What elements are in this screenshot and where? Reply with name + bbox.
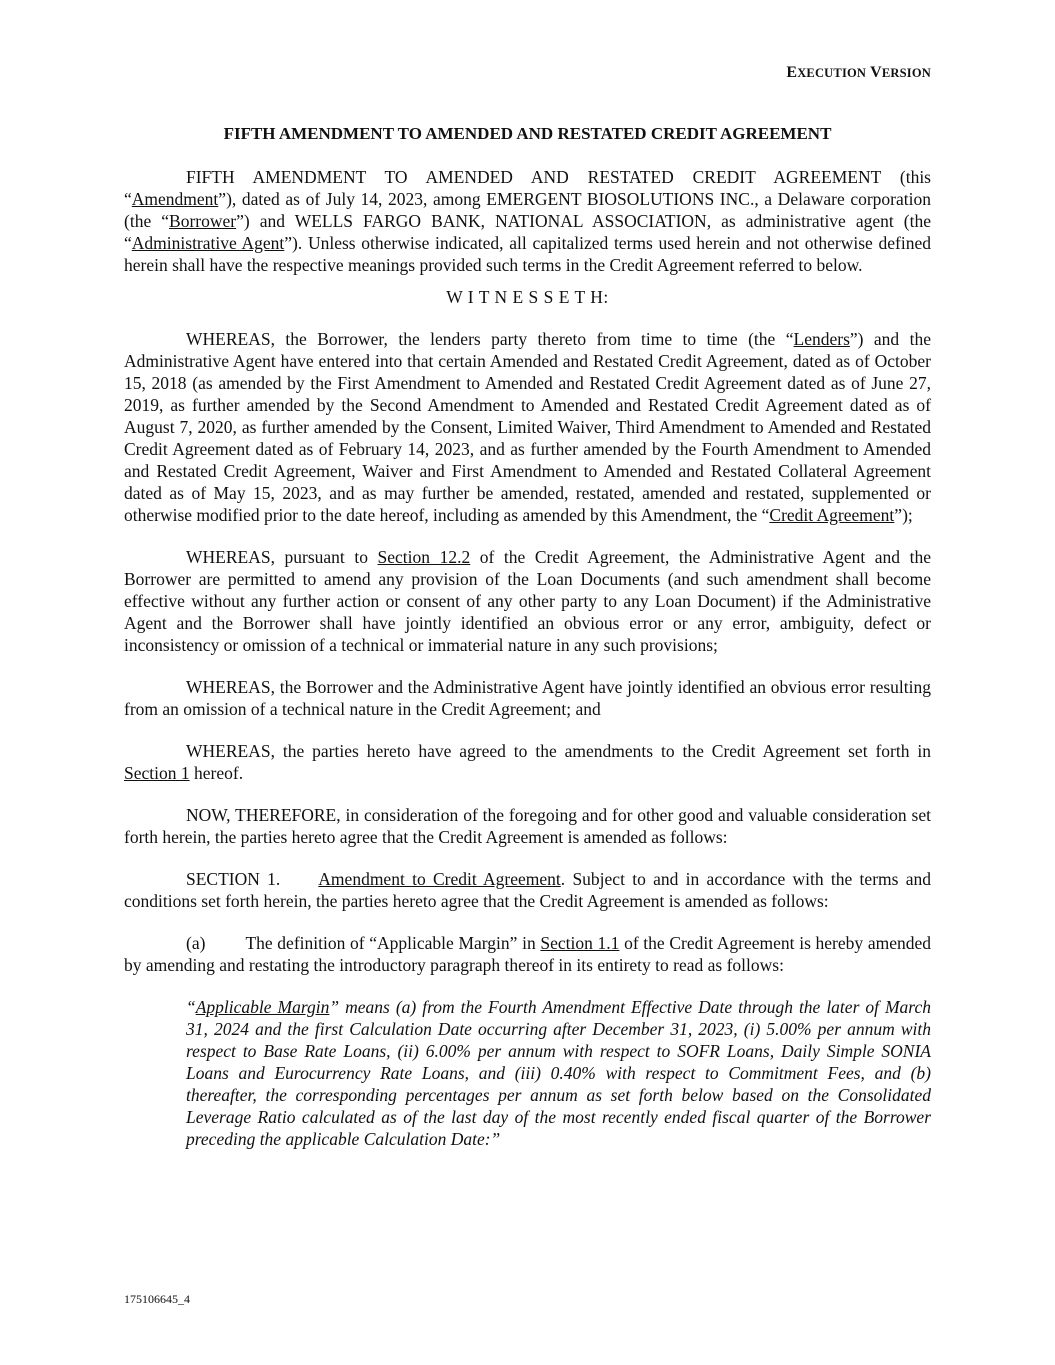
execution-version-label: EXECUTION VERSION (786, 64, 931, 81)
section-1-heading: Amendment to Credit Agreement (318, 869, 561, 889)
document-title: FIFTH AMENDMENT TO AMENDED AND RESTATED CREDIT AGREEMENT (223, 124, 832, 143)
witnesseth-heading: W I T N E S S E T H: (446, 287, 609, 307)
term-administrative-agent: Administrative Agent (131, 233, 285, 253)
section-1-label: SECTION 1. (186, 869, 281, 889)
document-id-footer: 175106645_4 (124, 1292, 190, 1306)
whereas-paragraph-4: WHEREAS, the parties hereto have agreed to the amendments to the Credit Agreement set forth in Section 1 hereof. (124, 741, 931, 783)
ref-section-1: Section 1 (124, 763, 190, 783)
whereas-paragraph-2: WHEREAS, pursuant to Section 12.2 of the Credit Agreement, the Administrative Agent and the Borrower are permitted to amend any provision of the Loan Documents (and such amendment shall become effective without any further action or consent of any other party to any Loan Document) if the Administrative Agent and the Borrower shall have jointly identified an obvious error or any error, ambiguity, defect or inconsistency or omission of a technical or immaterial nature in any such provisions; (124, 547, 931, 655)
document-body (124, 166, 931, 1150)
now-therefore-paragraph: NOW, THEREFORE, in consideration of the foregoing and for other good and valuable consideration set forth herein, the parties hereto agree that the Credit Agreement is amended as follows: (124, 805, 931, 847)
term-credit-agreement: Credit Agreement (769, 505, 895, 525)
intro-paragraph: FIFTH AMENDMENT TO AMENDED AND RESTATED CREDIT AGREEMENT (this “Amendment”), dated as of July 14, 2023, among EMERGENT BIOSOLUTIONS INC., a Delaware corporation (the “Borrower”) and WELLS FARGO BANK, NATIONAL ASSOCIATION, as administrative agent (the “Administrative Agent”). Unless otherwise indicated, all capitalized terms used herein and not otherwise defined herein shall have the respective meanings provided such terms in the Credit Agreement referred to below. (124, 167, 931, 275)
ref-section-12-2: Section 12.2 (377, 547, 471, 567)
term-lenders: Lenders (793, 329, 850, 349)
ref-section-1-1: Section 1.1 (540, 933, 620, 953)
clause-a-label: (a) (186, 933, 206, 953)
whereas-paragraph-3: WHEREAS, the Borrower and the Administrative Agent have jointly identified an obvious error resulting from an omission of a technical nature in the Credit Agreement; and (124, 677, 931, 719)
applicable-margin-definition: “Applicable Margin” means (a) from the Fourth Amendment Effective Date through the later of March 31, 2024 and the first Calculation Date occurring after December 31, 2023, (i) 5.00% per annum with respect to Base Rate Loans, (ii) 6.00% per annum with respect to SOFR Loans, Daily Simple SONIA Loans and Eurocurrency Rate Loans, and (iii) 0.40% with respect to Commitment Fees, and (b) thereafter, the corresponding percentages per annum as set forth below based on the Consolidated Leverage Ratio calculated as of the last day of the most recently ended fiscal quarter of the Borrower preceding the applicable Calculation Date:” (186, 997, 931, 1149)
term-applicable-margin: Applicable Margin (195, 997, 330, 1017)
section-1-paragraph: SECTION 1. Amendment to Credit Agreement. Subject to and in accordance with the terms and conditions set forth herein, the parties hereto agree that the Credit Agreement is amended as follows: (124, 869, 931, 911)
clause-a-paragraph: (a) The definition of “Applicable Margin” in Section 1.1 of the Credit Agreement is hereby amended by amending and restating the introductory paragraph thereof in its entirety to read as follows: (124, 933, 931, 975)
term-borrower: Borrower (169, 211, 237, 231)
term-amendment: Amendment (131, 189, 219, 209)
whereas-paragraph-1: WHEREAS, the Borrower, the lenders party thereto from time to time (the “Lenders”) and the Administrative Agent have entered into that certain Amended and Restated Credit Agreement, dated as of October 15, 2018 (as amended by the First Amendment to Amended and Restated Credit Agreement dated as of June 27, 2019, as further amended by the Second Amendment to Amended and Restated Credit Agreement dated as of August 7, 2020, as further amended by the Consent, Limited Waiver, Third Amendment to Amended and Restated Credit Agreement dated as of February 14, 2023, and as further amended by the Fourth Amendment to Amended and Restated Credit Agreement, Waiver and First Amendment to Amended and Restated Collateral Agreement dated as of May 15, 2023, and as may further be amended, restated, amended and restated, supplemented or otherwise modified prior to the date hereof, including as amended by this Amendment, the “Credit Agreement”); (124, 329, 931, 525)
